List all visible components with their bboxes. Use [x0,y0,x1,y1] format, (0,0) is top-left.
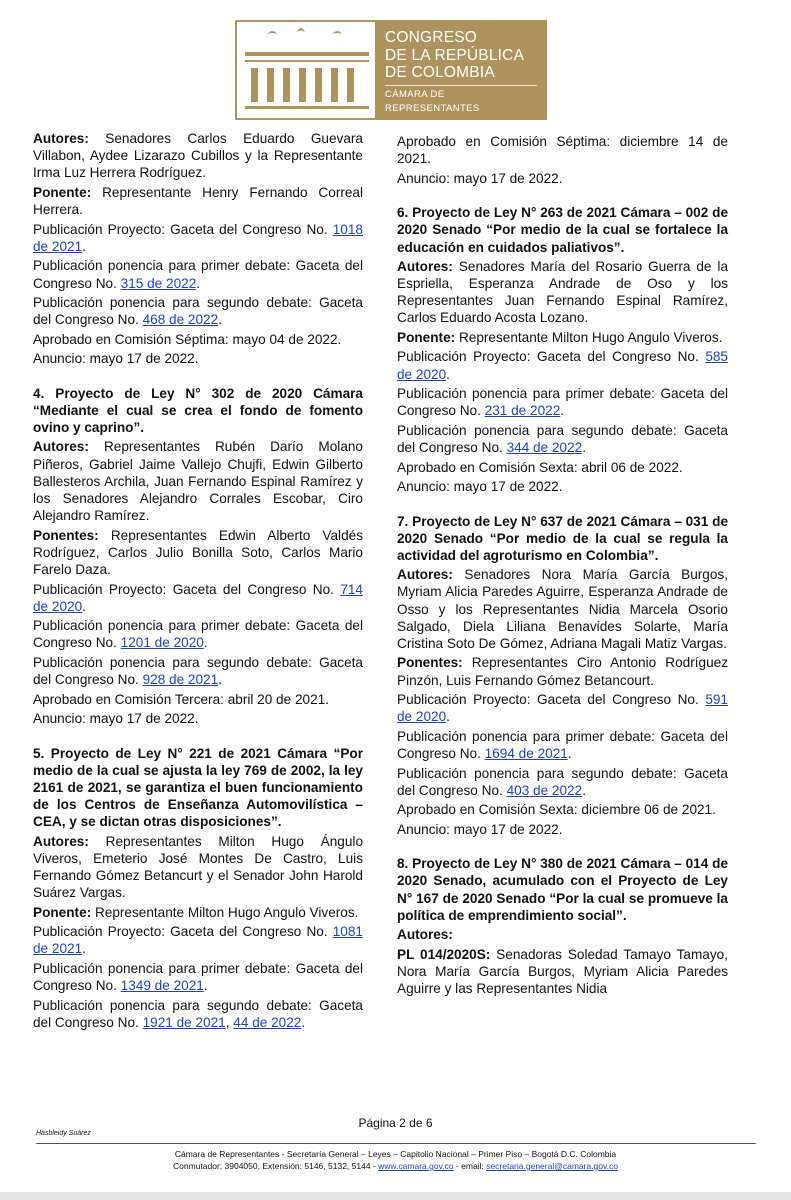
publicacion-text: Publicación Proyecto: Gaceta del Congreso No. [33,924,328,940]
document-author: Hasbleidy Suárez [36,1130,91,1137]
footer-phone: Conmutador: 3904050, Extensión: 5146, 5132, 5144 - [173,1161,376,1171]
ponencia-text: Publicación ponencia para segundo debate: Gaceta del Congreso No. [33,295,363,328]
gaceta-link[interactable]: 1081 de 2021 [33,924,363,957]
ponencia-text: Publicación ponencia para primer debate: Gaceta del Congreso No. [397,386,728,419]
gaceta-link[interactable]: 1694 de 2021 [484,746,568,762]
item-4-ponencia-primer: Publicación ponencia para primer debate: Gaceta del Congreso No. 1201 de 2020. [33,618,363,651]
ponencia-text: Publicación ponencia para segundo debate: Gaceta del Congreso No. [33,654,363,688]
item-5-title: 5. Proyecto de Ley N° 221 de 2021 Cámara “Por medio de la cual se ajusta la ley 769 de 2002, la ley 2161 de 2021, se garantiza el buen funcionamiento de los Centros de Enseñanza Automovilística – CEA, y se dictan otras disposiciones”. [33,745,363,830]
autores-label: Autores: [33,833,89,849]
gaceta-link[interactable]: 1921 de 2021 [142,1014,226,1030]
item-3-aprobado: Aprobado en Comisión Séptima: mayo 04 de 2022. [33,331,342,347]
item-7-anuncio: Anuncio: mayo 17 de 2022. [397,821,563,837]
autores-text: Senadores Nora María García Burgos, Myriam Alicia Paredes Aguirre, Esperanza Andrade de Osso y los Representantes Nidia Marcela Osorio Salgado, Diela Liliana Benavides Solarte, María Cristina Soto De Gómez, Adriana Magali Matiz Vargas. [397,567,728,651]
gaceta-link[interactable]: 315 de 2022 [120,275,197,291]
publicacion-text: Publicación Proyecto: Gaceta del Congreso No. [397,692,699,708]
item-4-aprobado: Aprobado en Comisión Tercera: abril 20 de 2021. [33,691,329,707]
ponencia-text: Publicación ponencia para primer debate: Gaceta del Congreso No. [33,618,363,651]
autores-label: Autores: [33,439,89,455]
pl-text: Senadoras Soledad Tamayo Tamayo, Nora María García Burgos, Myriam Alicia Paredes Aguirre y las Representantes Nidia [397,946,728,996]
item-8-autores-label [397,926,728,943]
gaceta-link[interactable]: 714 de 2020 [33,581,363,614]
autores-label: Autores: [397,567,453,583]
item-5-publicacion: Publicación Proyecto: Gaceta del Congreso No. 1081 de 2021. [33,924,363,957]
item-4-ponencia-segundo: Publicación ponencia para segundo debate: Gaceta del Congreso No. 928 de 2021. [33,654,363,688]
publicacion-text: Publicación Proyecto: Gaceta del Congreso No. [33,581,334,597]
website-link[interactable]: www.camara.gov.co [378,1161,454,1171]
item-5-ponente [33,904,363,921]
ponencia-text: Publicación ponencia para primer debate: Gaceta del Congreso No. [33,960,363,994]
ponente-label: Ponente: [397,329,456,345]
item-4-anuncio: Anuncio: mayo 17 de 2022. [33,711,199,727]
logo-divider [385,85,537,86]
autores-label: Autores: [397,258,453,274]
ponentes-text: Representantes Ciro Antonio Rodríguez Pinzón, Luis Fernando Gómez Betancourt. [397,655,728,688]
item-5-autores [33,833,363,902]
gaceta-link[interactable]: 585 de 2020 [397,349,728,382]
item-6-aprobado: Aprobado en Comisión Sexta: abril 06 de 2022. [397,459,683,475]
autores-text: Representantes Milton Hugo Ángulo Viveros, Emeterio José Montes De Castro, Luis Fernando Gómez Betancurt y el Senador John Harold Suárez Vargas. [33,833,363,901]
autores-text: Senadores Carlos Eduardo Guevara Villabon, Aydee Lizarazo Cubillos y la Representante Irma Luz Herrera Rodríguez. [33,131,363,181]
autores-text: Representantes Rubén Darío Molano Piñeros, Gabriel Jaime Vallejo Chujfi, Edwin Gilberto Ballesteros Archila, Juan Fernando Espinal Ramírez y los Senadores Alejandro Corrales Escobar, Ciro Alejandro Ramírez. [33,439,363,524]
item-3-anuncio: Anuncio: mayo 17 de 2022. [33,351,199,367]
item-7-autores [397,566,728,652]
item-6-publicacion: Publicación Proyecto: Gaceta del Congreso No. 585 de 2020. [397,349,728,382]
publicacion-text: Publicación Proyecto: Gaceta del Congreso No. [397,349,699,365]
item-6-ponencia-primer: Publicación ponencia para primer debate: Gaceta del Congreso No. 231 de 2022. [397,386,728,419]
ponente-text: Representante Milton Hugo Angulo Viveros. [94,904,359,920]
gaceta-link[interactable]: 591 de 2020 [397,692,728,725]
item-8-title: 8. Proyecto de Ley N° 380 de 2021 Cámara – 014 de 2020 Senado, acumulado con el Proyecto de Ley N° 167 de 2020 Senado “Por la cual se promueve la política de emprendimiento social”. [397,856,728,923]
footer-contact [0,1161,791,1171]
congress-logo [235,20,547,120]
autores-label: Autores: [397,927,453,943]
item-4-publicacion: Publicación Proyecto: Gaceta del Congreso No. 714 de 2020. [33,581,363,614]
autores-label: Autores: [33,131,89,146]
logo-wordmark [375,20,547,120]
right-column [397,133,728,999]
logo-line-1: CONGRESO [385,29,478,46]
item-8-pl-014 [397,946,728,998]
autores-text: Senadores María del Rosario Guerra de la Espriella, Esperanza Andrade de Oso y los Representantes Juan Fernando Espinal Ramírez, Carlos Eduardo Acosta Lozano. [397,258,728,326]
gaceta-link[interactable]: 231 de 2022 [484,403,561,419]
item-3-ponencia-segundo: Publicación ponencia para segundo debate: Gaceta del Congreso No. 468 de 2022. [33,295,363,328]
ponencia-text: Publicación ponencia para primer debate: Gaceta del Congreso No. [33,258,363,291]
ponencia-text: Publicación ponencia para primer debate: Gaceta del Congreso No. [397,728,728,762]
gaceta-link[interactable]: 468 de 2022 [142,312,219,328]
item-4-title: 4. Proyecto de Ley N° 302 de 2020 Cámara “Mediante el cual se crea el fondo de fomento ovino y caprino”. [33,385,363,436]
item-3-publicacion: Publicación Proyecto: Gaceta del Congreso No. 1018 de 2021. [33,221,363,254]
item-6-title: 6. Proyecto de Ley N° 263 de 2021 Cámara – 002 de 2020 Senado “Por medio de la cual se fortalece la educación en cuidados paliativos”. [397,205,728,255]
item-3-autores [33,130,363,182]
item-5-ponencia-primer: Publicación ponencia para primer debate: Gaceta del Congreso No. 1349 de 2021. [33,960,363,994]
item-7-ponencia-segundo: Publicación ponencia para segundo debate: Gaceta del Congreso No. 403 de 2022. [397,765,728,798]
ponente-text: Representante Milton Hugo Angulo Viveros. [458,329,723,345]
pl-label: PL 014/2020S: [397,946,491,962]
capitol-emblem-icon [235,20,375,120]
ponentes-label: Ponentes: [397,655,463,671]
item-4-autores [33,438,363,524]
footer-divider [36,1143,756,1144]
item-3-ponente [33,184,363,218]
page-number: Página 2 de 6 [358,1116,433,1130]
item-5-aprobado: Aprobado en Comisión Séptima: diciembre 14 de 2021. [397,134,728,167]
ponente-label: Ponente: [33,904,92,920]
gaceta-link[interactable]: 403 de 2022 [506,782,583,798]
item-7-ponentes [397,654,728,688]
item-6-autores [397,258,728,327]
item-7-ponencia-primer: Publicación ponencia para primer debate: Gaceta del Congreso No. 1694 de 2021. [397,728,728,762]
ponente-text: Representante Henry Fernando Correal Herrera. [33,184,364,218]
item-7-publicacion: Publicación Proyecto: Gaceta del Congreso No. 591 de 2020. [397,692,728,725]
left-column [33,130,363,1033]
ponencia-text: Publicación ponencia para segundo debate: Gaceta del Congreso No. [33,997,363,1030]
item-7-aprobado: Aprobado en Comisión Sexta: diciembre 06 de 2021. [397,802,716,818]
email-link[interactable]: secretaria.general@camara.gov.co [486,1161,618,1171]
gaceta-link[interactable]: 344 de 2022 [506,440,583,456]
footer-address: Cámara de Representantes - Secretaría General – Leyes – Capitolio Nacional – Primer Piso – Bogotá D.C. Colombia [174,1149,617,1159]
logo-line-3: DE COLOMBIA [385,64,495,81]
item-4-ponentes [33,527,363,579]
publicacion-text: Publicación Proyecto: Gaceta del Congreso No. [33,221,328,237]
footer-email-label: - email: [455,1161,484,1171]
ponentes-text: Representantes Edwin Alberto Valdés Rodríguez, Carlos Julio Bonilla Soto, Carlos Mario Farelo Daza. [33,527,363,578]
item-6-ponencia-segundo: Publicación ponencia para segundo debate: Gaceta del Congreso No. 344 de 2022. [397,422,728,456]
item-5-ponencia-segundo: Publicación ponencia para segundo debate: Gaceta del Congreso No. 1921 de 2021, 44 de 2022. [33,997,363,1030]
item-7-title: 7. Proyecto de Ley N° 637 de 2021 Cámara – 031 de 2020 Senado “Por medio de la cual se regula la actividad del agroturismo en Colombia”. [397,513,728,563]
gaceta-link[interactable]: 1018 de 2021 [33,221,363,254]
ponencia-text: Publicación ponencia para segundo debate: Gaceta del Congreso No. [397,765,728,798]
item-6-ponente [397,329,728,346]
gaceta-link[interactable]: 44 de 2022 [233,1014,302,1030]
ponente-label: Ponente: [33,184,92,200]
item-5-anuncio: Anuncio: mayo 17 de 2022. [397,170,563,186]
item-3-ponencia-primer: Publicación ponencia para primer debate: Gaceta del Congreso No. 315 de 2022. [33,258,363,291]
logo-subtitle: CÁMARA DE REPRESENTANTES [385,88,480,114]
gaceta-link[interactable]: 1349 de 2021 [120,978,204,994]
item-6-anuncio: Anuncio: mayo 17 de 2022. [397,479,563,495]
ponentes-label: Ponentes: [33,527,99,543]
gaceta-link[interactable]: 928 de 2021 [142,672,219,688]
logo-line-2: DE LA REPÚBLICA [385,46,525,64]
gaceta-link[interactable]: 1201 de 2020 [120,635,204,651]
ponencia-text: Publicación ponencia para segundo debate: Gaceta del Congreso No. [397,422,728,456]
